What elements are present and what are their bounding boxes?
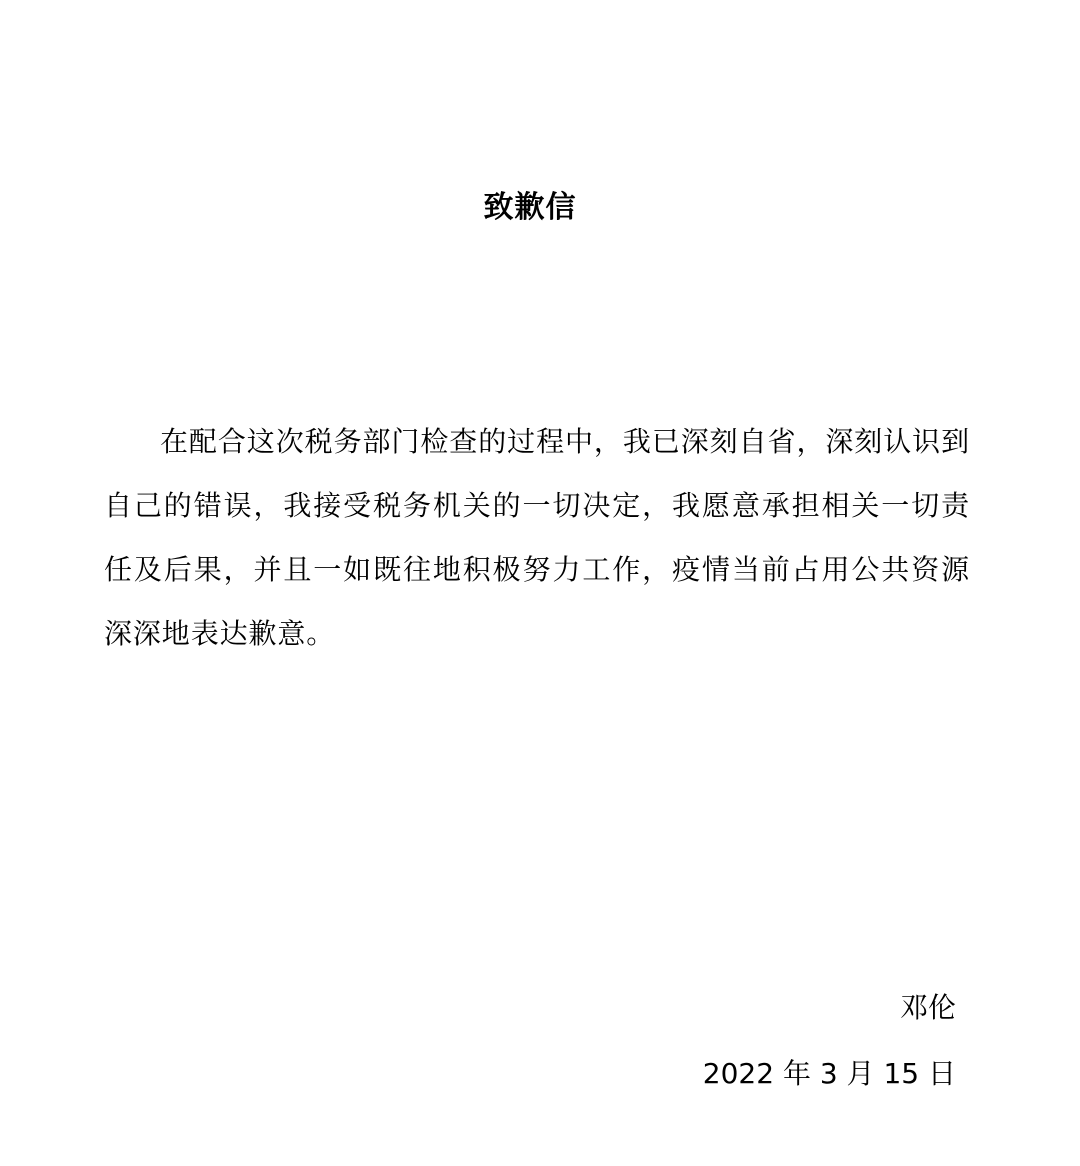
letter-date: 2022 年 3 月 15 日 (702, 1057, 956, 1090)
letter-signature: 邓伦 (899, 991, 956, 1024)
letter-body: 在配合这次税务部门检查的过程中，我已深刻自省，深刻认识到自己的错误，我接受税务机关的一切决定，我愿意承担相关一切责任及后果，并且一如既往地积极努力工作，疫情当前占用公共资源深深地表达歉意。 (104, 425, 970, 650)
letter-title: 致歉信 (483, 190, 577, 225)
